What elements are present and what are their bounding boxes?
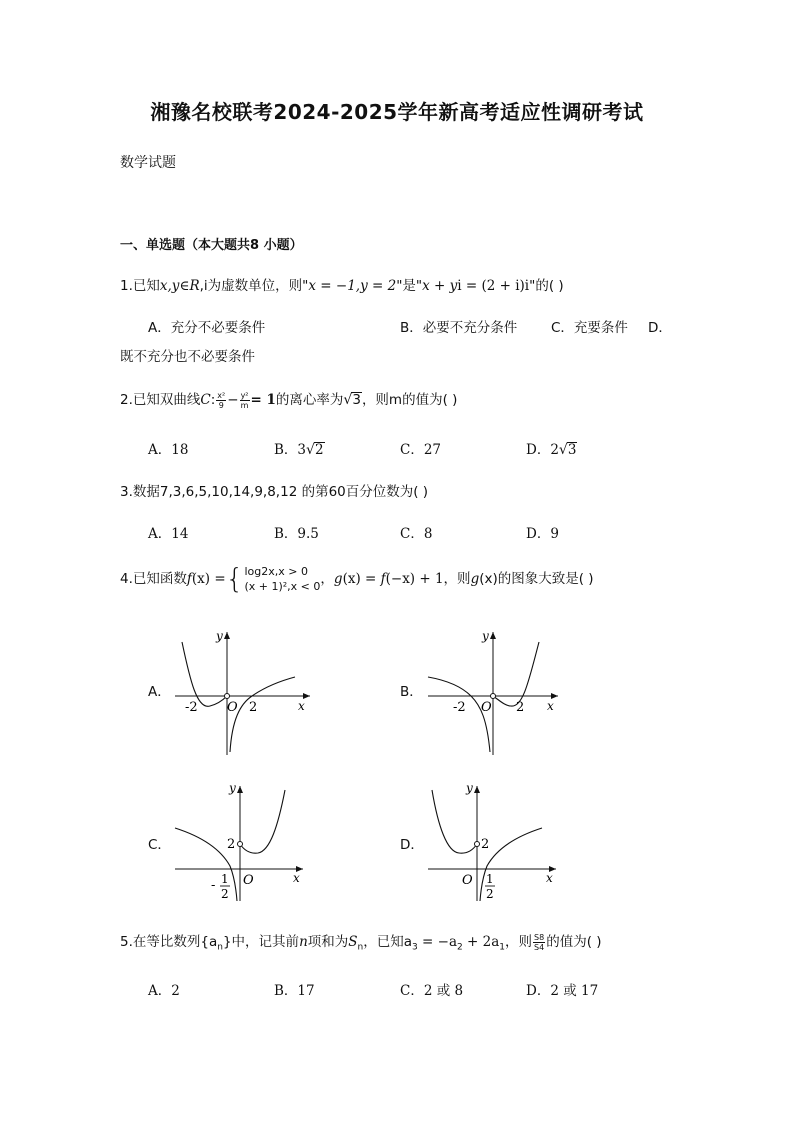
x-label: x [298,699,305,713]
q5-option-d: D．2 或 17 [526,983,599,999]
q1-option-d: D． [648,320,672,336]
section-heading: 一、单选题（本大题共8 小题） [120,238,303,253]
q4-option-b-label: B． [400,684,423,700]
q3-option-a: A．14 [148,526,189,542]
y-label: y [482,629,489,643]
q5-option-c: C．2 或 8 [400,983,464,999]
graph-c [170,776,320,906]
tick-minus: - [211,878,216,893]
q1-option-a: A．充分不必要条件 [148,320,266,336]
tick-label: 2 [249,700,258,715]
fraction-x2-9: $\frac{\text{x²}}{9}$ [217,390,226,410]
fraction-s8-s4: $\frac{S8}{S4}$ [534,932,545,952]
sqrt-sign: √ [343,392,353,408]
tick-label: -2 [185,700,198,715]
intercept-label: 2 [481,837,490,852]
tick-denominator: 2 [486,887,494,901]
tick-denominator: 2 [221,887,229,901]
piecewise-cases: log2x,x > 0 (x + 1)²,x < 0 [244,565,321,593]
q4-option-a-label: A． [148,684,171,700]
graph-b [423,620,573,760]
q2-option-b: B．3√2 [274,442,324,458]
origin-label: O [227,700,238,715]
question-1: 1.已知x,y∈R,i为虚数单位，则"x = −1,y = 2"是"x + yi = (2 + i)i"的( ) [120,278,564,294]
q5-option-b: B．17 [274,983,315,999]
origin-label: O [243,873,254,888]
y-label: y [466,781,473,795]
page-title: 湘豫名校联考2024-2025学年新高考适应性调研考试 [150,100,644,124]
q1-option-c: C．充要条件 [551,320,628,336]
graph-d [423,776,573,906]
x-label: x [547,699,554,713]
open-point [238,842,243,847]
open-point [491,694,496,699]
x-label: x [546,871,553,885]
x-label: x [293,871,300,885]
tick-numerator: 1 [486,872,494,886]
origin-label: O [462,873,473,888]
q2-option-c: C．27 [400,442,442,458]
q3-option-d: D．9 [526,526,559,542]
q2-option-a: A．18 [148,442,189,458]
curve-right [240,790,285,853]
page-subtitle: 数学试题 [120,155,176,171]
curve-left [432,790,477,853]
q4-option-d-label: D． [400,837,424,853]
y-axis-arrow [474,786,480,793]
fraction-y2-m: $\frac{\text{y²}}{m}$ [240,390,249,410]
y-label: y [229,781,236,795]
question-4: 4.已知函数f(x) ={ log2x,x > 0 (x + 1)²,x < 0 ，g(x) = f(−x) + 1，则g(x)的图象大致是( ) [120,562,594,595]
q3-option-b: B．9.5 [274,526,319,542]
y-axis-arrow [224,632,230,639]
tick-numerator: 1 [221,872,229,886]
q5-option-a: A．2 [148,983,180,999]
tick-label: -2 [453,700,466,715]
curve-left [182,642,227,706]
y-label: y [216,629,223,643]
q3-option-c: C．8 [400,526,433,542]
q1-option-b: B．必要不充分条件 [400,320,518,336]
y-axis-arrow [237,786,243,793]
graph-a [170,620,320,760]
tick-label: 2 [516,700,525,715]
y-axis-arrow [490,632,496,639]
q1-option-d-text: 既不充分也不必要条件 [120,349,255,365]
question-3: 3.数据7,3,6,5,10,14,9,8,12 的第60百分位数为( ) [120,484,429,500]
q4-option-c-label: C． [148,837,171,853]
brace-symbol: { [225,562,244,595]
question-2: 2.已知双曲线C: $\frac{\text{x²}}{9}$ − $\frac{\text{y²}}{m}$ = 1的离心率为√3，则m的值为( ) [120,390,458,410]
question-5: 5.在等比数列$\{a_n\}$中，记其前n项和为$S_n$，已知$a_3 = -a_2 + 2a_1$，则 $\frac{S8}{S4}$ 的值为( ) [120,932,602,953]
curve-right [230,677,295,752]
open-point [475,842,480,847]
open-point [225,694,230,699]
origin-label: O [481,700,492,715]
q2-option-d: D．2√3 [526,442,577,458]
intercept-label: 2 [227,837,236,852]
